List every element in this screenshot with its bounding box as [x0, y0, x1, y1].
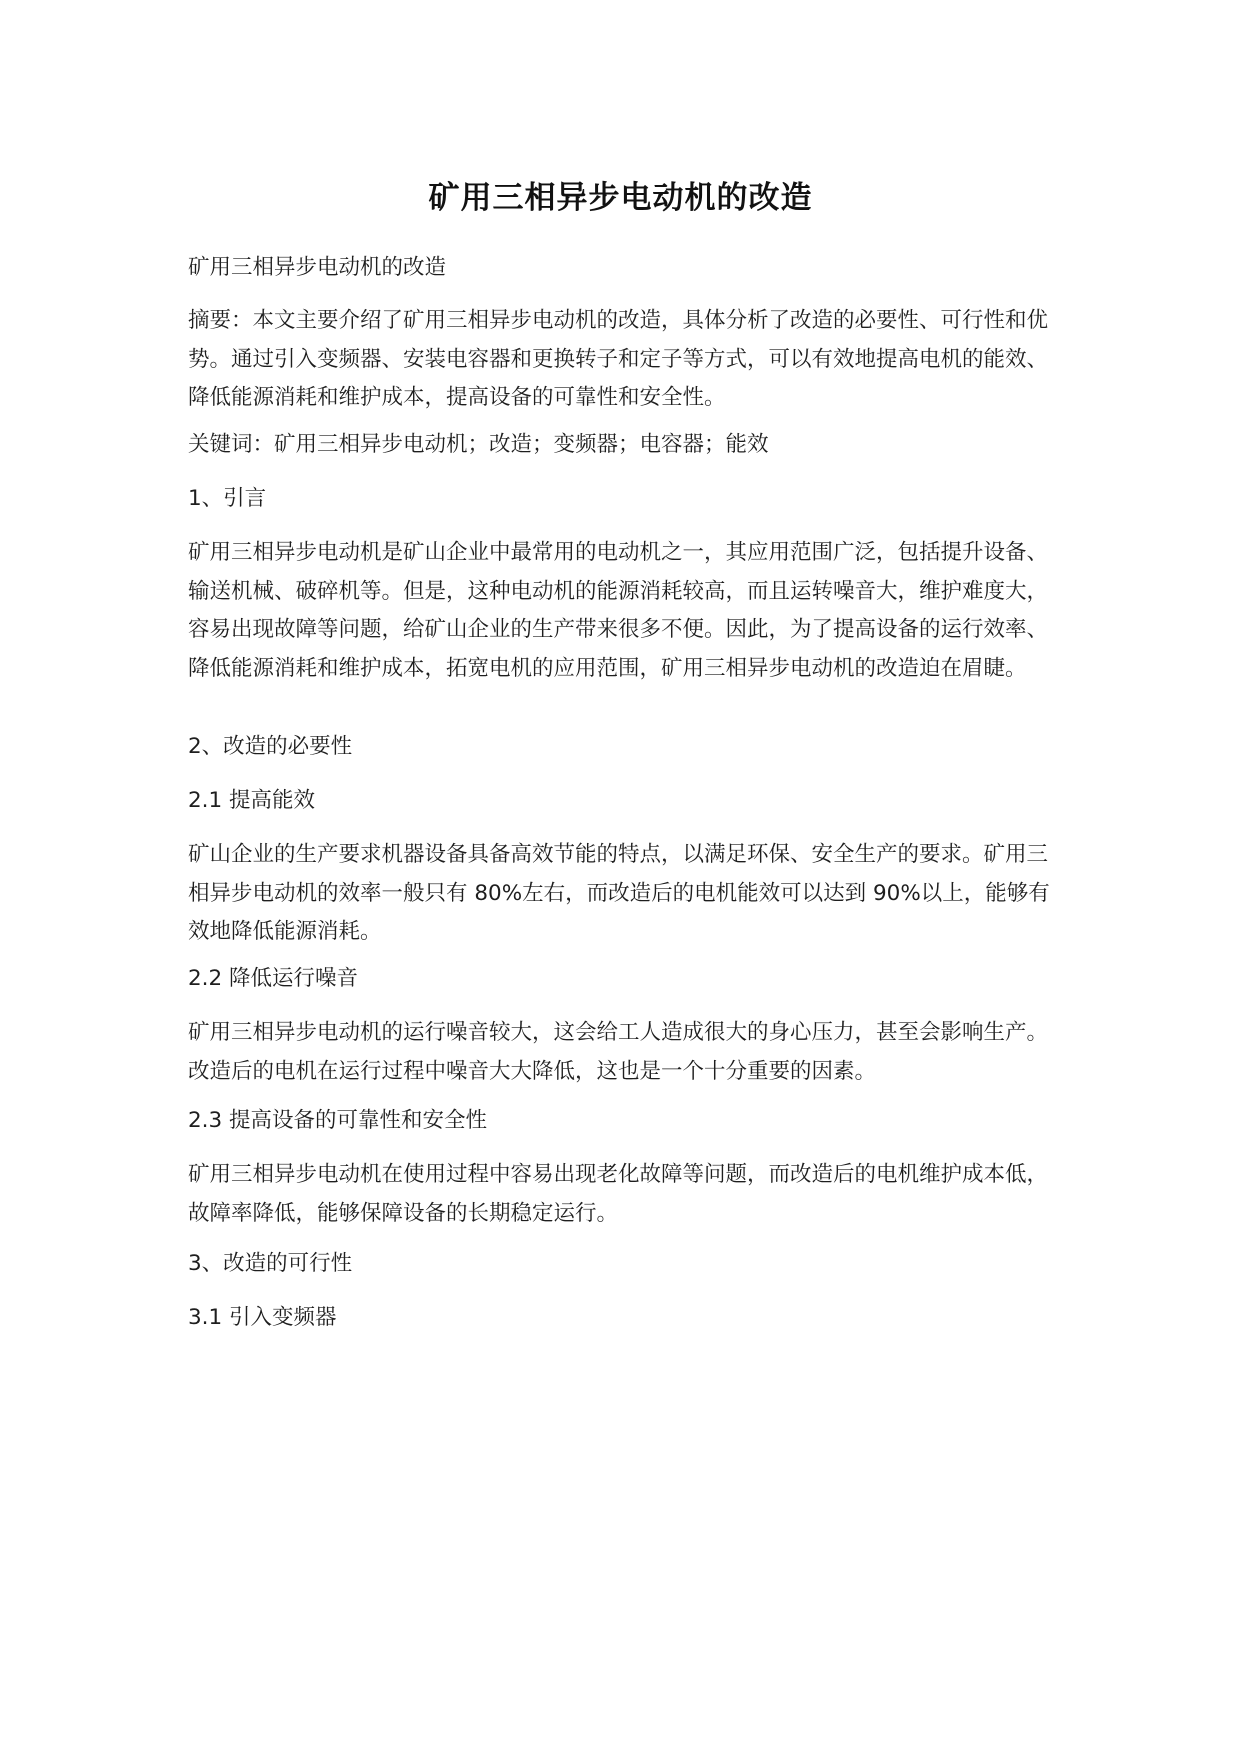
- keywords-line: 关键词：矿用三相异步电动机；改造；变频器；电容器；能效: [188, 432, 769, 457]
- section-2-heading: 2、改造的必要性: [188, 734, 353, 759]
- section-3-heading: 3、改造的可行性: [188, 1251, 353, 1276]
- section-2-2-heading: 2.2 降低运行噪音: [188, 966, 359, 991]
- document-title: 矿用三相异步电动机的改造: [428, 180, 813, 216]
- section-2-1-heading: 2.1 提高能效: [188, 788, 316, 813]
- section-2-2-paragraph: 矿用三相异步电动机的运行噪音较大，这会给工人造成很大的身心压力，甚至会影响生产。改造后的电机在运行过程中噪音大大降低，这也是一个十分重要的因素。: [188, 1020, 1049, 1084]
- document-subtitle: 矿用三相异步电动机的改造: [188, 255, 447, 280]
- section-1-paragraph: 矿用三相异步电动机是矿山企业中最常用的电动机之一，其应用范围广泛，包括提升设备、输送机械、破碎机等。但是，这种电动机的能源消耗较高，而且运转噪音大，维护难度大，容易出现故障等问题，给矿山企业的生产带来很多不便。因此，为了提高设备的运行效率、降低能源消耗和维护成本，拓宽电机的应用范围，矿用三相异步电动机的改造迫在眉睫。: [188, 540, 1049, 681]
- section-2-1-paragraph: 矿山企业的生产要求机器设备具备高效节能的特点，以满足环保、安全生产的要求。矿用三相异步电动机的效率一般只有 80%左右，而改造后的电机能效可以达到 90%以上，能够有效地降低能源消耗。: [188, 842, 1050, 944]
- section-3-1-heading: 3.1 引入变频器: [188, 1305, 337, 1330]
- section-1-heading: 1、引言: [188, 486, 267, 511]
- section-2-3-paragraph: 矿用三相异步电动机在使用过程中容易出现老化故障等问题，而改造后的电机维护成本低，故障率降低，能够保障设备的长期稳定运行。: [188, 1162, 1049, 1226]
- section-2-3-heading: 2.3 提高设备的可靠性和安全性: [188, 1108, 488, 1133]
- abstract-paragraph: 摘要：本文主要介绍了矿用三相异步电动机的改造，具体分析了改造的必要性、可行性和优势。通过引入变频器、安装电容器和更换转子和定子等方式，可以有效地提高电机的能效、降低能源消耗和维护成本，提高设备的可靠性和安全性。: [188, 308, 1049, 410]
